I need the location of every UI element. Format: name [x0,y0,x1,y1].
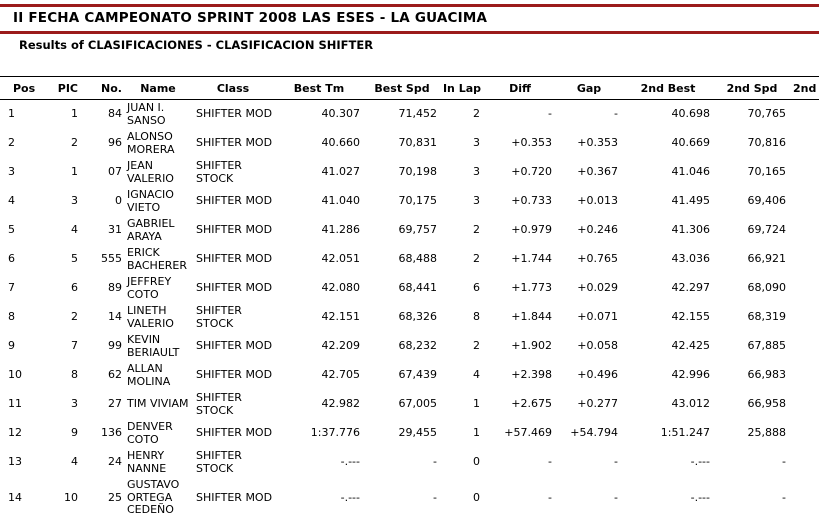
table-row [0,390,819,419]
cell-best-spd: 68,326 [398,310,437,324]
cell-2nd [790,158,819,187]
cell-in-lap: 2 [473,252,480,266]
cell-class: SHIFTER MOD [196,107,273,121]
cell-2nd-spd: 70,165 [747,165,786,179]
cell-best-tm: 42.982 [321,397,360,411]
cell-class: SHIFTER MOD [196,194,273,208]
cell-no: 99 [108,339,122,353]
cell-gap: +0.277 [577,397,618,411]
table-row [0,216,819,245]
cell-diff: +1.744 [511,252,552,266]
cell-gap: +0.496 [577,368,618,382]
cell-best-tm: 42.051 [321,252,360,266]
cell-no: 0 [115,194,122,208]
cell-class: SHIFTER STOCK [196,159,242,185]
table-row [0,245,819,274]
column-header-best-tm: Best Tm [274,77,364,100]
cell-best-spd: 68,488 [398,252,437,266]
cell-gap: +0.367 [577,165,618,179]
cell-2nd [790,419,819,448]
table-row [0,332,819,361]
cell-name: IGNACIO VIETO [127,188,174,214]
table-row [0,187,819,216]
cell-best-tm: 1:37.776 [310,426,360,440]
cell-2nd-spd: 70,816 [747,136,786,150]
cell-pic: 8 [71,368,78,382]
cell-pos: 9 [8,339,15,353]
table-row [0,303,819,332]
cell-in-lap: 6 [473,281,480,295]
cell-pos: 1 [8,107,15,121]
cell-best-spd: 70,175 [398,194,437,208]
cell-diff: +1.844 [511,310,552,324]
column-header-best-spd: Best Spd [364,77,440,100]
cell-class: SHIFTER MOD [196,252,273,266]
cell-gap: +0.013 [577,194,618,208]
cell-diff: +0.720 [511,165,552,179]
cell-best-tm: 40.307 [321,107,360,121]
cell-2nd-spd: 68,319 [747,310,786,324]
table-row [0,100,819,130]
cell-best-tm: 42.705 [321,368,360,382]
cell-gap: - [614,455,618,469]
cell-2nd-best: 42.996 [671,368,710,382]
cell-diff: +0.733 [511,194,552,208]
cell-diff: - [548,455,552,469]
cell-in-lap: 2 [473,223,480,237]
cell-2nd-spd: 25,888 [747,426,786,440]
column-header-2nd-spd: 2nd Spd [714,77,790,100]
cell-2nd-spd: - [782,455,786,469]
cell-pos: 10 [8,368,22,382]
cell-pic: 10 [64,490,78,504]
cell-no: 07 [108,165,122,179]
cell-pos: 11 [8,397,22,411]
cell-2nd-spd: 67,885 [747,339,786,353]
cell-pic: 7 [71,339,78,353]
cell-diff: +0.353 [511,136,552,150]
cell-2nd-spd: 69,724 [747,223,786,237]
cell-2nd-spd: - [782,490,786,504]
cell-2nd-spd: 68,090 [747,281,786,295]
cell-gap: +0.353 [577,136,618,150]
cell-pos: 3 [8,165,15,179]
cell-best-tm: -.--- [340,490,360,504]
cell-pos: 4 [8,194,15,208]
cell-pic: 1 [71,165,78,179]
cell-2nd-spd: 66,921 [747,252,786,266]
cell-no: 96 [108,136,122,150]
table-row [0,361,819,390]
cell-best-spd: - [433,455,437,469]
cell-2nd-best: 40.669 [671,136,710,150]
cell-best-tm: 41.286 [321,223,360,237]
cell-2nd-spd: 70,765 [747,107,786,121]
cell-best-spd: 67,005 [398,397,437,411]
cell-2nd [790,100,819,130]
cell-in-lap: 4 [473,368,480,382]
cell-gap: - [614,490,618,504]
cell-2nd-best: 40.698 [671,107,710,121]
cell-in-lap: 1 [473,397,480,411]
table-row [0,448,819,477]
page-subtitle: Results of CLASIFICACIONES - CLASIFICACION SHIFTER [19,38,374,52]
cell-2nd-best: 41.306 [671,223,710,237]
cell-class: SHIFTER MOD [196,426,273,440]
column-header-pic: PIC [46,77,82,100]
cell-in-lap: 0 [473,490,480,504]
cell-diff: +2.398 [511,368,552,382]
table-header-row [0,77,819,100]
cell-name: JUAN I. SANSO [127,101,166,127]
cell-gap: +54.794 [570,426,618,440]
cell-in-lap: 3 [473,194,480,208]
top-rule [0,4,819,7]
cell-pos: 6 [8,252,15,266]
column-header-2nd-best: 2nd Best [622,77,714,100]
cell-2nd [790,274,819,303]
cell-pic: 6 [71,281,78,295]
results-page [0,4,819,519]
cell-best-tm: -.--- [340,455,360,469]
cell-in-lap: 2 [473,107,480,121]
table-row [0,129,819,158]
cell-pos: 12 [8,426,22,440]
cell-best-tm: 42.151 [321,310,360,324]
cell-2nd-best: -.--- [690,490,710,504]
cell-pic: 4 [71,223,78,237]
cell-2nd-spd: 66,983 [747,368,786,382]
column-header-in-lap: In Lap [440,77,484,100]
cell-gap: +0.071 [577,310,618,324]
cell-best-spd: 68,232 [398,339,437,353]
cell-diff: - [548,107,552,121]
cell-best-spd: 68,441 [398,281,437,295]
cell-best-tm: 41.027 [321,165,360,179]
cell-diff: +1.773 [511,281,552,295]
cell-pos: 14 [8,490,22,504]
cell-class: SHIFTER STOCK [196,449,242,475]
cell-name: JEFFREY COTO [127,275,172,301]
cell-pic: 3 [71,194,78,208]
cell-2nd-best: 43.012 [671,397,710,411]
table-row [0,419,819,448]
cell-2nd-best: 1:51.247 [660,426,710,440]
cell-gap: +0.058 [577,339,618,353]
cell-2nd [790,477,819,519]
cell-no: 84 [108,107,122,121]
cell-name: DENVER COTO [127,420,173,446]
cell-class: SHIFTER MOD [196,339,273,353]
page-title: II FECHA CAMPEONATO SPRINT 2008 LAS ESES - LA GUACIMA [13,10,488,26]
cell-2nd [790,390,819,419]
cell-no: 27 [108,397,122,411]
cell-name: HENRY NANNE [127,449,167,475]
cell-2nd-best: 41.495 [671,194,710,208]
cell-gap: - [614,107,618,121]
cell-class: SHIFTER MOD [196,490,273,504]
cell-2nd-best: 41.046 [671,165,710,179]
cell-best-spd: 71,452 [398,107,437,121]
cell-diff: +2.675 [511,397,552,411]
cell-no: 25 [108,490,122,504]
table-row [0,477,819,519]
cell-name: ALLAN MOLINA [127,362,171,388]
cell-pic: 5 [71,252,78,266]
cell-2nd-best: -.--- [690,455,710,469]
cell-2nd [790,245,819,274]
column-header-2nd: 2nd [790,77,819,100]
cell-best-spd: 67,439 [398,368,437,382]
cell-in-lap: 8 [473,310,480,324]
cell-diff: +1.902 [511,339,552,353]
cell-pos: 13 [8,455,22,469]
cell-2nd [790,129,819,158]
column-header-gap: Gap [556,77,622,100]
cell-class: SHIFTER MOD [196,136,273,150]
column-header-diff: Diff [484,77,556,100]
cell-pos: 2 [8,136,15,150]
cell-no: 136 [101,426,122,440]
results-table-body [0,100,819,519]
cell-name: ALONSO MORERA [127,130,175,156]
cell-pic: 4 [71,455,78,469]
cell-diff: - [548,490,552,504]
cell-name: KEVIN BERIAULT [127,333,180,359]
cell-pic: 9 [71,426,78,440]
cell-best-tm: 42.080 [321,281,360,295]
cell-2nd-best: 42.155 [671,310,710,324]
cell-best-spd: 29,455 [398,426,437,440]
cell-best-spd: 70,831 [398,136,437,150]
column-header-name: Name [124,77,192,100]
cell-name: TIM VIVIAM [127,397,189,411]
cell-name: GUSTAVO ORTEGA CEDEÑO [127,478,180,516]
cell-class: SHIFTER MOD [196,368,273,382]
cell-2nd [790,361,819,390]
column-header-class: Class [192,77,274,100]
cell-2nd [790,448,819,477]
cell-2nd-best: 42.425 [671,339,710,353]
column-header-no: No. [82,77,124,100]
cell-2nd [790,187,819,216]
cell-in-lap: 3 [473,136,480,150]
cell-name: LINETH VALERIO [127,304,174,330]
cell-pic: 1 [71,107,78,121]
cell-2nd-best: 43.036 [671,252,710,266]
cell-in-lap: 0 [473,455,480,469]
cell-pic: 2 [71,310,78,324]
cell-no: 31 [108,223,122,237]
cell-no: 62 [108,368,122,382]
cell-no: 14 [108,310,122,324]
cell-diff: +57.469 [504,426,552,440]
table-row [0,274,819,303]
cell-best-spd: - [433,490,437,504]
cell-best-tm: 42.209 [321,339,360,353]
cell-2nd [790,332,819,361]
cell-2nd-spd: 66,958 [747,397,786,411]
cell-name: GABRIEL ARAYA [127,217,175,243]
cell-2nd [790,303,819,332]
cell-best-tm: 41.040 [321,194,360,208]
cell-diff: +0.979 [511,223,552,237]
cell-pic: 3 [71,397,78,411]
cell-no: 24 [108,455,122,469]
cell-gap: +0.246 [577,223,618,237]
cell-in-lap: 2 [473,339,480,353]
column-header-pos: Pos [0,77,46,100]
table-row [0,158,819,187]
cell-in-lap: 1 [473,426,480,440]
cell-class: SHIFTER MOD [196,281,273,295]
cell-name: JEAN VALERIO [127,159,174,185]
cell-pos: 7 [8,281,15,295]
cell-2nd-spd: 69,406 [747,194,786,208]
cell-class: SHIFTER STOCK [196,304,242,330]
cell-gap: +0.029 [577,281,618,295]
results-table [0,76,819,519]
cell-best-spd: 69,757 [398,223,437,237]
cell-in-lap: 3 [473,165,480,179]
cell-name: ERICK BACHERER [127,246,188,272]
cell-2nd-best: 42.297 [671,281,710,295]
cell-pos: 5 [8,223,15,237]
cell-gap: +0.765 [577,252,618,266]
cell-2nd [790,216,819,245]
cell-pic: 2 [71,136,78,150]
cell-best-spd: 70,198 [398,165,437,179]
cell-class: SHIFTER MOD [196,223,273,237]
results-table-container [0,76,819,519]
cell-no: 89 [108,281,122,295]
cell-no: 555 [101,252,122,266]
cell-pos: 8 [8,310,15,324]
cell-best-tm: 40.660 [321,136,360,150]
cell-class: SHIFTER STOCK [196,391,242,417]
title-underline-rule [0,31,819,34]
